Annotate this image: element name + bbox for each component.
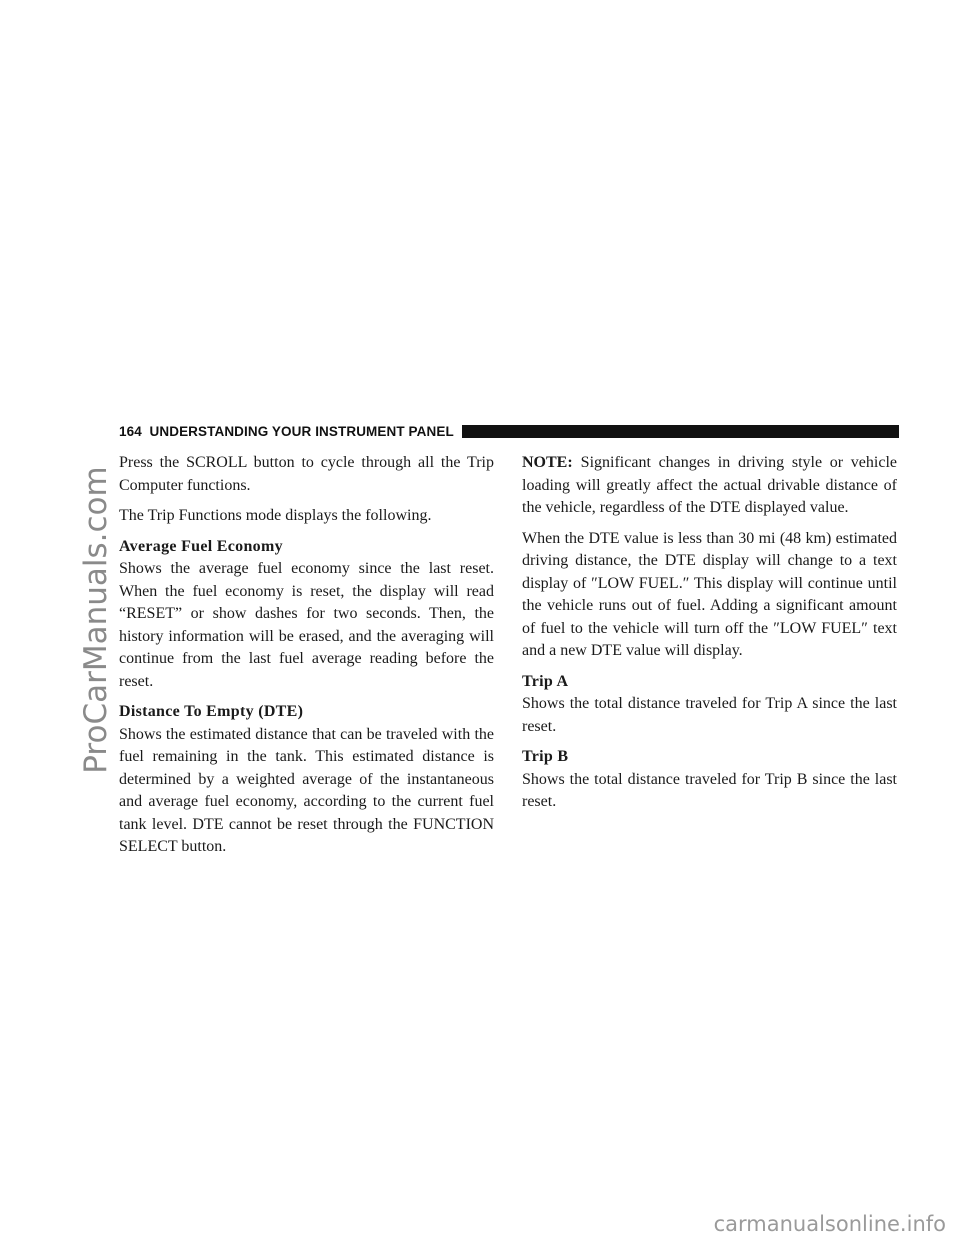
note-body: Significant changes in driving style or vehicle loading will greatly affect the actual drivable distance of the vehicle, regardless of the DTE displayed value. <box>522 454 897 516</box>
low-fuel-paragraph: When the DTE value is less than 30 mi (48 km) estimated driving distance, the DTE display will change to a text display of ″LOW FUEL.″ This display will continue until the vehicle runs out of fuel. Adding a significant amount of fuel to the vehicle will turn off the ″LOW FUEL″ text and a new DTE value will display. <box>522 529 897 659</box>
trip-b-body: Shows the total distance traveled for Trip B since the last reset. <box>522 770 897 810</box>
note-label: NOTE: <box>522 454 573 471</box>
page-header-text <box>119 424 462 439</box>
left-column <box>119 452 494 867</box>
trip-a-body: Shows the total distance traveled for Trip A since the last reset. <box>522 695 897 735</box>
trip-b-heading: Trip B <box>522 748 569 765</box>
side-watermark-text: ProCarManuals.com <box>78 466 114 774</box>
intro-paragraph-1: Press the SCROLL button to cycle through all the Trip Computer functions. <box>119 454 494 494</box>
right-column <box>522 452 897 822</box>
page-header <box>119 422 899 440</box>
dte-heading: Distance To Empty (DTE) <box>119 703 304 720</box>
avg-fuel-economy-heading: Average Fuel Economy <box>119 537 283 555</box>
section-title: UNDERSTANDING YOUR INSTRUMENT PANEL <box>149 423 454 439</box>
page-number: 164 <box>119 423 142 439</box>
dte-body: Shows the estimated distance that can be traveled with the fuel remaining in the tank. This estimated distance is determined by a weighted average of the instantaneous and average fuel economy, according to the current fuel tank level. DTE cannot be reset through the FUNCTION SELECT button. <box>119 725 494 855</box>
header-rule <box>462 425 899 438</box>
footer-watermark: carmanualsonline.info <box>713 1212 946 1236</box>
intro-paragraph-2: The Trip Functions mode displays the following. <box>119 507 432 524</box>
trip-a-heading: Trip A <box>522 672 569 690</box>
note-paragraph <box>522 452 897 520</box>
avg-fuel-economy-body: Shows the average fuel economy since the last reset. When the fuel economy is reset, the display will read “RESET” or show dashes for two seconds. Then, the history information will be erased, and the averaging will continue from the last fuel average reading before the reset. <box>119 560 494 690</box>
